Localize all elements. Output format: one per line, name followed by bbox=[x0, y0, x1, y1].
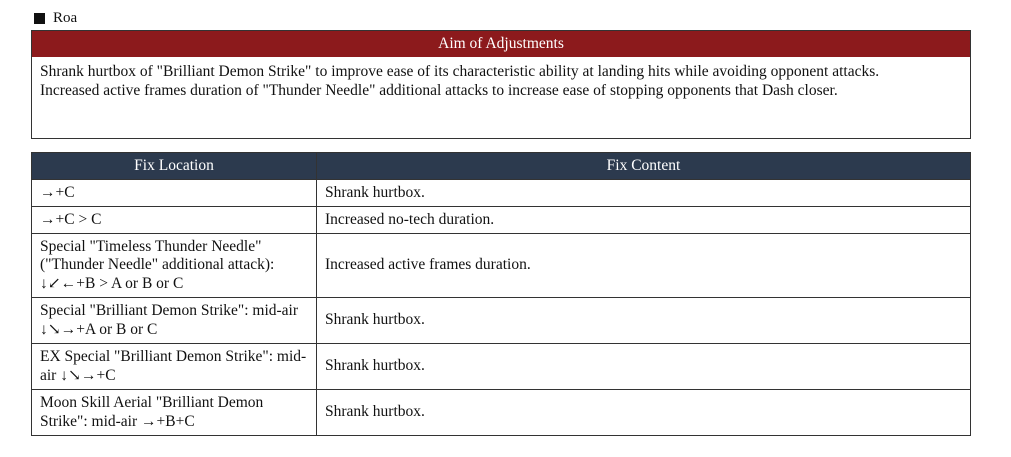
fix-content-cell: Increased no-tech duration. bbox=[317, 207, 971, 234]
fix-location-cell: Moon Skill Aerial "Brilliant Demon Strike": mid-air →+B+C bbox=[32, 390, 317, 436]
fix-location-cell: →+C > C bbox=[32, 207, 317, 234]
table-row bbox=[32, 344, 971, 390]
aim-of-adjustments-box bbox=[31, 30, 971, 139]
fix-location-cell: →+C bbox=[32, 180, 317, 207]
fix-location-header: Fix Location bbox=[32, 153, 317, 180]
fix-content-cell: Shrank hurtbox. bbox=[317, 344, 971, 390]
fix-location-cell: EX Special "Brilliant Demon Strike": mid-air ↓↘→+C bbox=[32, 344, 317, 390]
fix-content-cell: Shrank hurtbox. bbox=[317, 298, 971, 344]
aim-title: Aim of Adjustments bbox=[32, 31, 970, 57]
table-row bbox=[32, 207, 971, 234]
fix-content-header: Fix Content bbox=[317, 153, 971, 180]
fix-content-cell: Shrank hurtbox. bbox=[317, 180, 971, 207]
table-row bbox=[32, 180, 971, 207]
fix-content-cell: Shrank hurtbox. bbox=[317, 390, 971, 436]
fix-location-cell: Special "Brilliant Demon Strike": mid-air ↓↘→+A or B or C bbox=[32, 298, 317, 344]
table-header-row bbox=[32, 153, 971, 180]
aim-body bbox=[32, 57, 970, 100]
table-row bbox=[32, 298, 971, 344]
section-heading bbox=[34, 8, 77, 28]
aim-line: Increased active frames duration of "Thunder Needle" additional attacks to increase ease of stopping opponents that Dash closer. bbox=[40, 82, 838, 99]
fix-content-cell: Increased active frames duration. bbox=[317, 234, 971, 298]
character-name: Roa bbox=[53, 9, 78, 26]
square-bullet-icon bbox=[34, 13, 45, 24]
fix-location-cell: Special "Timeless Thunder Needle" ("Thunder Needle" additional attack): ↓↙←+B > A or B or C bbox=[32, 234, 317, 298]
aim-line: Shrank hurtbox of "Brilliant Demon Strike" to improve ease of its characteristic ability at landing hits while avoiding opponent attacks. bbox=[40, 63, 880, 80]
table-row bbox=[32, 390, 971, 436]
fix-table bbox=[31, 152, 971, 436]
table-row bbox=[32, 234, 971, 298]
